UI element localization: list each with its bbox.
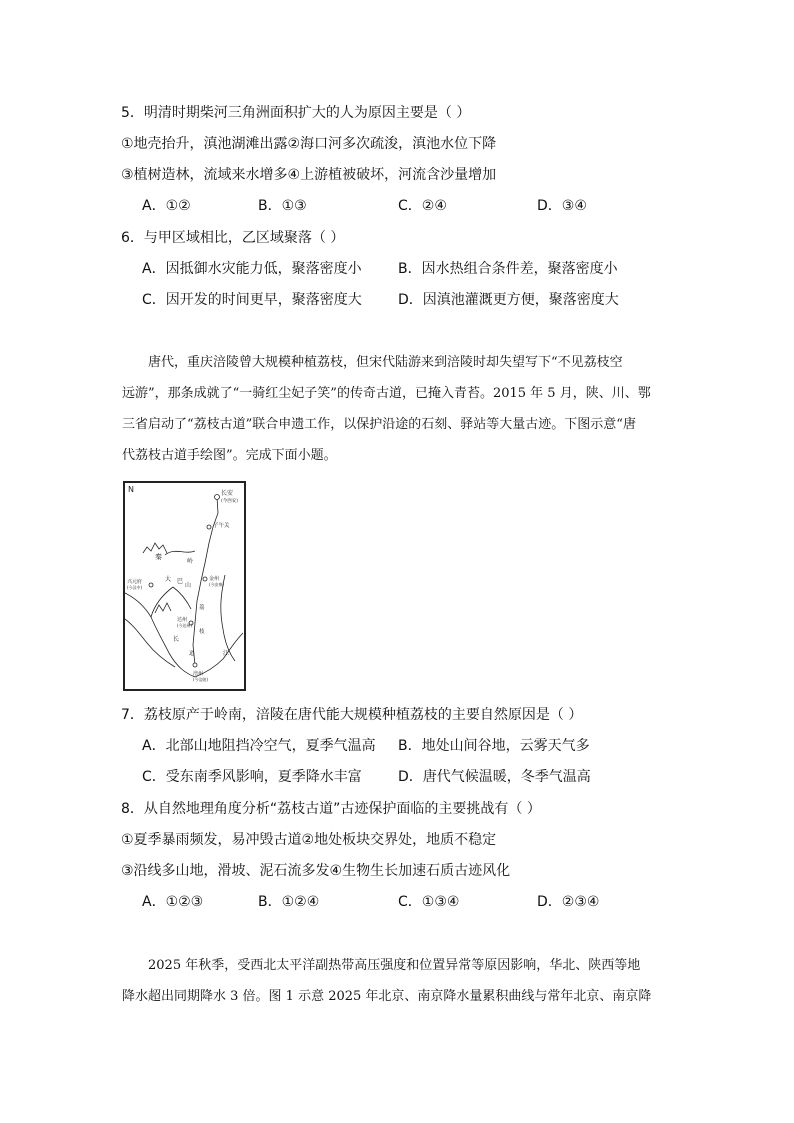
q6-stem: 6．与甲区域相比，乙区域聚落（ ） xyxy=(121,230,345,246)
lizhi-label-3: 道 xyxy=(189,651,195,657)
passage-rainfall-line1: 2025 年秋季，受西北太平洋副热带高压强度和位置异常等原因影响，华北、陕西等地 xyxy=(148,958,641,973)
dazhou-sublabel: (今达州) xyxy=(177,623,193,628)
q6-option-a: A．因抵御水灾能力低，聚落密度小 xyxy=(142,261,362,277)
q5-statements-line2: ③植树造林，流域来水增多④上游植被破坏，河流含沙量增加 xyxy=(121,167,497,183)
passage-lizhi-line2: 远游”，那条成就了“一骑红尘妃子笑”的传奇古道，已掩入青苔。2015 年 5 月，陕、川、鄂 xyxy=(122,386,651,401)
north-arrow-label: N xyxy=(128,485,134,494)
lizhi-label-1: 荔 xyxy=(199,605,205,611)
q6-option-b: B．因水热组合条件差，聚落密度小 xyxy=(398,261,618,277)
fuzhou-label: 涪州 xyxy=(193,671,204,677)
q8-option-b: B．①②④ xyxy=(258,894,320,910)
q7-option-c: C．受东南季风影响，夏季降水丰富 xyxy=(142,769,362,785)
q8-statements-line2: ③沿线多山地，滑坡、泥石流多发④生物生长加速石质古迹风化 xyxy=(121,863,511,879)
q5-stem: 5．明清时期柴河三角洲面积扩大的人为原因主要是（ ） xyxy=(121,105,471,121)
q5-statements-line1: ①地壳抬升，滇池湖滩出露②海口河多次疏浚，滇池水位下降 xyxy=(121,136,497,152)
changjiang-label-2: 江 xyxy=(223,650,230,657)
lizhi-label-2: 枝 xyxy=(199,629,205,635)
passage-lizhi-line1: 唐代，重庆涪陵曾大规模种植荔枝，但宋代陆游来到涪陵时却失望写下“不见荔枝空 xyxy=(148,355,623,370)
ziwu-marker xyxy=(207,525,211,529)
changan-label: 长安 xyxy=(221,490,234,497)
passage-lizhi-line3: 三省启动了“荔枝古道”联合申遗工作，以保护沿途的石刻、驿站等大量古迹。下图示意“唐 xyxy=(122,417,636,432)
q8-statements-line1: ①夏季暴雨频发，易冲毁古道②地处板块交界处，地质不稳定 xyxy=(121,832,497,848)
dazhou-label: 达州 xyxy=(177,617,188,623)
passage-lizhi-line4: 代荔枝古道手绘图”。完成下面小题。 xyxy=(122,448,337,463)
jinzhou-label: 金州 xyxy=(209,576,220,582)
fuzhou-sublabel: (今涪陵) xyxy=(193,677,209,682)
q7-option-a: A．北部山地阻挡冷空气，夏季气温高 xyxy=(142,738,376,754)
daba-label-3: 山 xyxy=(185,582,192,589)
qin-label: 秦 xyxy=(155,553,162,561)
xingyuan-label: 兴元府 xyxy=(127,579,143,585)
map-drawing xyxy=(125,483,244,689)
ling-label: 岭 xyxy=(187,558,194,565)
q5-option-c: C．②④ xyxy=(398,198,447,214)
q8-option-a: A．①②③ xyxy=(142,894,204,910)
xingyuan-sublabel: (今汉中) xyxy=(127,585,143,590)
lizhi-road-map xyxy=(123,481,246,691)
q7-stem: 7．荔枝原产于岭南，涪陵在唐代能大规模种植荔枝的主要自然原因是（ ） xyxy=(121,707,583,723)
q5-option-d: D．③④ xyxy=(537,198,587,214)
passage-rainfall xyxy=(122,950,678,1012)
fuzhou-marker xyxy=(193,663,197,667)
xingyuan-marker xyxy=(149,583,153,587)
q7-option-b: B．地处山间谷地，云雾天气多 xyxy=(398,738,590,754)
changan-sublabel: (今西安) xyxy=(221,499,239,504)
q5-option-b: B．①③ xyxy=(258,198,307,214)
passage-lizhi xyxy=(122,347,678,471)
changan-marker xyxy=(215,495,220,500)
changjiang-label-1: 长 xyxy=(173,636,180,643)
q6-option-c: C．因开发的时间更早，聚落密度大 xyxy=(142,292,362,308)
ziwu-label: 子午关 xyxy=(213,523,230,529)
q6-option-d: D．因滇池灌溉更方便，聚落密度大 xyxy=(398,292,619,308)
q8-option-c: C．①③④ xyxy=(398,894,460,910)
q8-stem: 8．从自然地理角度分析“荔枝古道”古迹保护面临的主要挑战有（ ） xyxy=(121,801,541,817)
passage-rainfall-line2: 降水超出同期降水 3 倍。图 1 示意 2025 年北京、南京降水量累积曲线与常年北京、南京降 xyxy=(122,989,652,1004)
q8-option-d: D．②③④ xyxy=(537,894,600,910)
daba-label-2: 巴 xyxy=(177,578,184,585)
daba-label-1: 大 xyxy=(165,576,172,583)
jinzhou-sublabel: (今安康) xyxy=(209,582,225,587)
jinzhou-marker xyxy=(203,577,207,581)
q5-option-a: A．①② xyxy=(142,198,191,214)
q7-option-d: D．唐代气候温暖，冬季气温高 xyxy=(398,769,591,785)
